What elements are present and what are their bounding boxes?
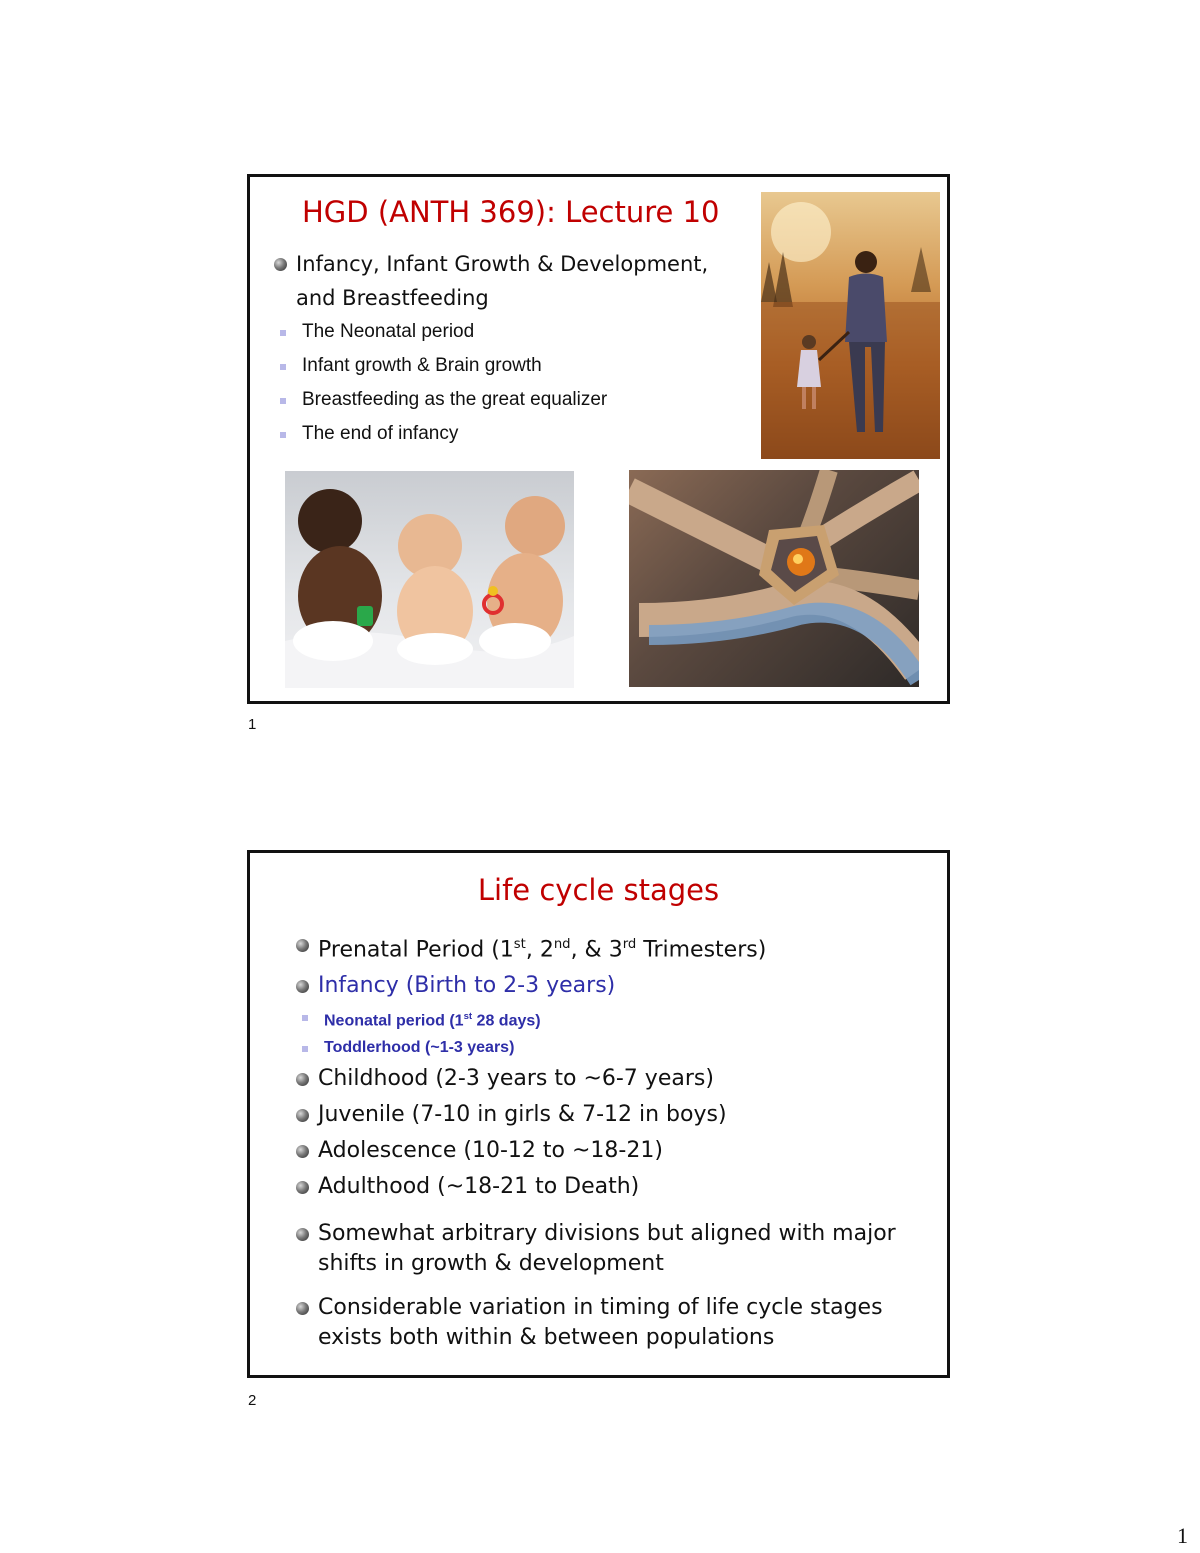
slide-2-number: 2 [248,1392,257,1409]
sub-bullet-toddlerhood: Toddlerhood (~1-3 years) [294,1035,934,1061]
spacer [294,1279,934,1293]
bullet-adulthood: Adulthood (~18-21 to Death) [294,1169,934,1205]
spacer [294,1205,934,1219]
square-bullet-icon [302,1015,308,1021]
photo-three-babies [285,471,574,688]
bullet-adolescence: Adolescence (10-12 to ~18-21) [294,1133,934,1169]
square-bullet-icon [280,432,286,438]
slide-2-title: Life cycle stages [477,873,720,907]
slide-2-bullets [294,927,934,1353]
bullet-icon [296,1302,309,1315]
sub-bullet-neonatal: Neonatal period (1st 28 days) [294,1004,934,1034]
bullet-prenatal: Prenatal Period (1st, 2nd, & 3rd Trimesters) [294,927,934,968]
main-bullet-line1: Infancy, Infant Growth & Development, [296,252,709,276]
bullet-icon [296,1181,309,1194]
bullet-icon [296,1228,309,1241]
bullet-icon [296,980,309,993]
bullet-icon [296,1073,309,1086]
bullet-icon [296,1109,309,1122]
bullet-infancy: Infancy (Birth to 2-3 years) [294,968,934,1004]
sub-bullet: Infant growth & Brain growth [272,349,742,383]
photo-neuron-illustration [629,470,919,687]
slide-1 [247,174,950,704]
page-number: 1 [1177,1523,1188,1548]
square-bullet-icon [280,398,286,404]
sub-bullet: Breastfeeding as the great equalizer [272,383,742,417]
bullet-icon [274,258,287,271]
slide-1-number: 1 [248,716,257,733]
slide-2 [247,850,950,1378]
main-bullet-line2: and Breastfeeding [296,286,489,310]
square-bullet-icon [280,330,286,336]
bullet-childhood: Childhood (2-3 years to ~6-7 years) [294,1061,934,1097]
bullet-icon [296,939,309,952]
sub-bullet: The Neonatal period [272,315,742,349]
main-bullet [272,247,742,315]
slide-1-bullets [272,247,742,451]
bullet-juvenile: Juvenile (7-10 in girls & 7-12 in boys) [294,1097,934,1133]
sub-bullet: The end of infancy [272,417,742,451]
bullet-icon [296,1145,309,1158]
square-bullet-icon [280,364,286,370]
square-bullet-icon [302,1046,308,1052]
photo-father-child-walking [761,192,940,459]
bullet-arbitrary-divisions: Somewhat arbitrary divisions but aligned with major shifts in growth & development [294,1219,934,1279]
slide-1-title: HGD (ANTH 369): Lecture 10 [302,195,720,229]
bullet-variation: Considerable variation in timing of life cycle stages exists both within & between populations [294,1293,934,1353]
